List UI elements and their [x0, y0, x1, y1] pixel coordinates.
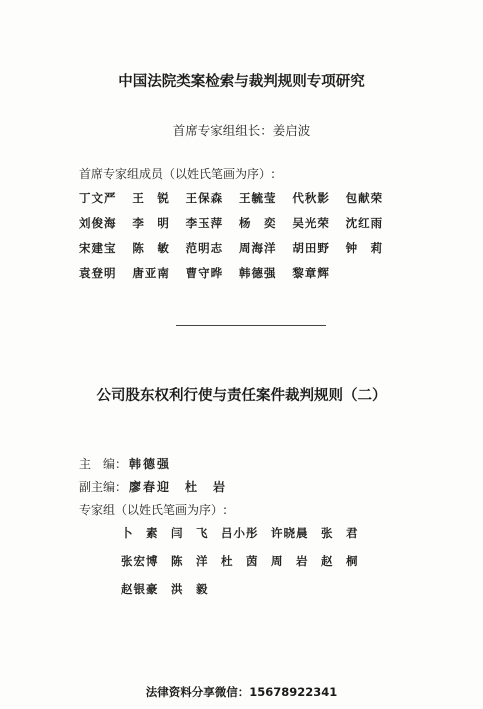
person-name: 包献荣: [345, 191, 384, 205]
person-name: 周海洋: [238, 241, 277, 255]
person-name: 王 锐: [132, 191, 170, 205]
person-name: 赵 桐: [321, 554, 359, 568]
person-name: 周 岩: [271, 554, 309, 568]
expert-label: 专家组（以姓氏笔画为序）:: [79, 503, 228, 517]
person-name: 赵银豪: [121, 582, 159, 596]
person-name: 闫 飞: [171, 526, 209, 540]
person-name: 卜 素: [121, 526, 159, 540]
person-name: 钟 莉: [345, 241, 384, 255]
person-name: 张宏博: [121, 554, 159, 568]
person-name: 洪 毅: [171, 582, 209, 596]
person-name: 范明志: [185, 241, 224, 255]
chief-expert: 首席专家组组长：姜启波: [172, 123, 311, 138]
person-name: 韩德强: [238, 266, 277, 280]
person-name: 胡田野: [292, 241, 330, 255]
person-name: 王保森: [185, 191, 224, 205]
person-name: 丁文严: [79, 191, 117, 205]
person-name: 陈 敏: [132, 241, 170, 255]
person-name: 唐亚南: [132, 266, 170, 280]
divider: [176, 325, 326, 326]
person-name: 王毓莹: [238, 191, 277, 205]
person-name: 吕小彤: [221, 526, 259, 540]
person-name: 李 明: [132, 216, 170, 230]
series-title: 中国法院类案检索与裁判规则专项研究: [118, 74, 365, 90]
person-name: 许晓晨: [271, 526, 309, 540]
person-name: 黎章辉: [292, 266, 330, 280]
person-name: 杜 茵: [221, 554, 259, 568]
person-name: 陈 洋: [171, 554, 209, 568]
person-name: 吴光荣: [292, 216, 330, 230]
expert-list: [121, 525, 371, 597]
chief-members-list: [79, 190, 399, 281]
members-label: 首席专家组成员（以姓氏笔画为序）:: [79, 167, 276, 181]
person-name: 宋建宝: [79, 241, 117, 255]
person-name: 沈红雨: [345, 216, 384, 230]
person-name: 张 君: [321, 526, 359, 540]
person-name: 曹守晔: [185, 266, 224, 280]
person-name: 李玉萍: [185, 216, 224, 230]
editor-line: [79, 455, 171, 472]
person-name: 袁登明: [79, 266, 117, 280]
person-name: 刘俊海: [79, 216, 117, 230]
editor-name: 韩德强: [129, 457, 172, 471]
book-title: 公司股东权利行使与责任案件裁判规则（二）: [96, 387, 387, 404]
person-name: 代秋影: [292, 191, 330, 205]
editor-label: 主 编：: [79, 457, 128, 471]
person-name: 杨 奕: [238, 216, 277, 230]
deputy-line: [79, 478, 227, 495]
deputy-label: 副主编：: [79, 480, 128, 494]
footer-text: 法律资料分享微信：15678922341: [145, 685, 338, 699]
deputy-names: 廖春迎 杜 岩: [129, 480, 228, 494]
